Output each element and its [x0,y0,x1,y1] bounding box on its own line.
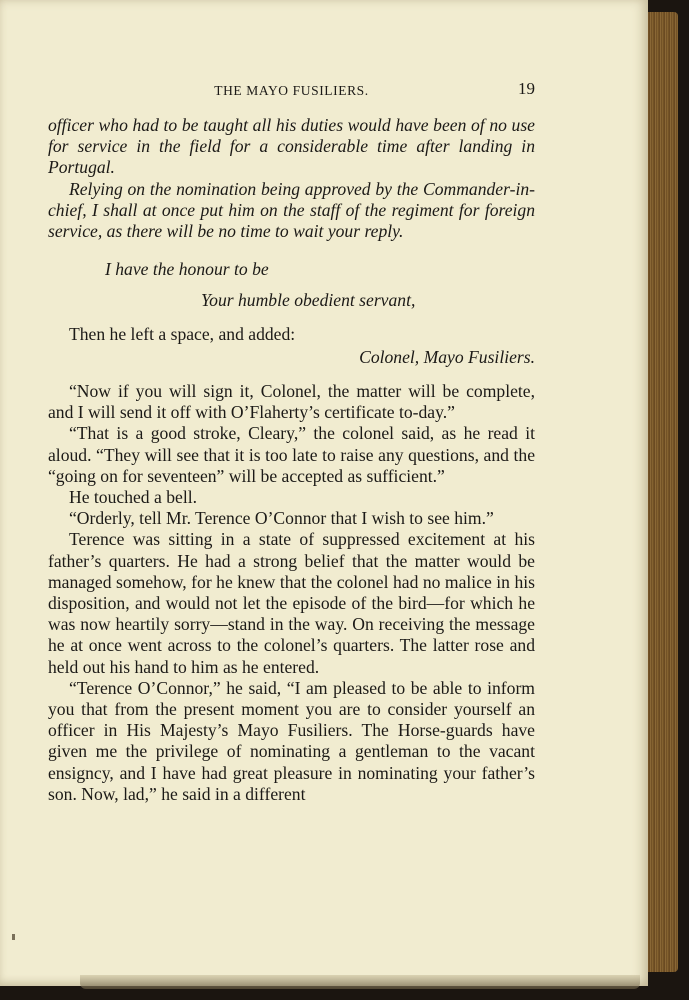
narrative-paragraph: “Orderly, tell Mr. Terence O’Connor that I wish to see him.” [69,508,494,529]
book-page-edges [646,12,678,972]
letter-paragraph: officer who had to be taught all his duties would have been of no use for service in the field for a considerable time after landing in Portugal. [48,115,535,178]
letter-closing: I have the honour to be [105,259,269,280]
scan-mark [12,934,15,940]
narrative-paragraph: Terence was sitting in a state of suppressed excitement at his father’s quarters. He had a strong belief that the matter would be managed somehow, for he knew that the colonel had no malice in his disposition, and would not let the episode of the bird—for which he was now heartily sorry—stand in the way. On receiving the message he at once went across to the colonel’s quarters. The latter rose and held out his hand to him as he entered. [48,529,535,677]
page-number: 19 [518,79,535,98]
running-head-title: THE MAYO FUSILIERS. [214,83,369,98]
narrative-paragraph: He touched a bell. [69,487,197,508]
running-head [48,78,535,98]
narrative-paragraph: “Now if you will sign it, Colonel, the matter will be complete, and I will send it off with O’Flaherty’s certificate to-day.” [48,381,535,423]
narrative-paragraph: “That is a good stroke, Cleary,” the colonel said, as he read it aloud. “They will see that it is too late to raise any questions, and the “going on for seventeen” will be accepted as sufficient.” [48,423,535,486]
page-bottom-shadow [80,975,640,989]
letter-closing: Your humble obedient servant, [201,290,416,311]
letter-signature: Colonel, Mayo Fusiliers. [359,346,535,367]
page-content [48,78,535,805]
narrative-paragraph: Then he left a space, and added: [69,323,296,344]
letter-paragraph: Relying on the nomination being approved by the Commander-in-chief, I shall at once put him on the staff of the regiment for foreign service, as there will be no time to wait your reply. [48,178,535,242]
narrative-paragraph: “Terence O’Connor,” he said, “I am pleased to be able to inform you that from the present moment you are to consider yourself an officer in His Majesty’s Mayo Fusiliers. The Horse-guards have given me the privilege of nominating a gentleman to the vacant ensigncy, and I have had great pleasure in nominating your father’s son. Now, lad,” he said in a different [48,677,535,804]
